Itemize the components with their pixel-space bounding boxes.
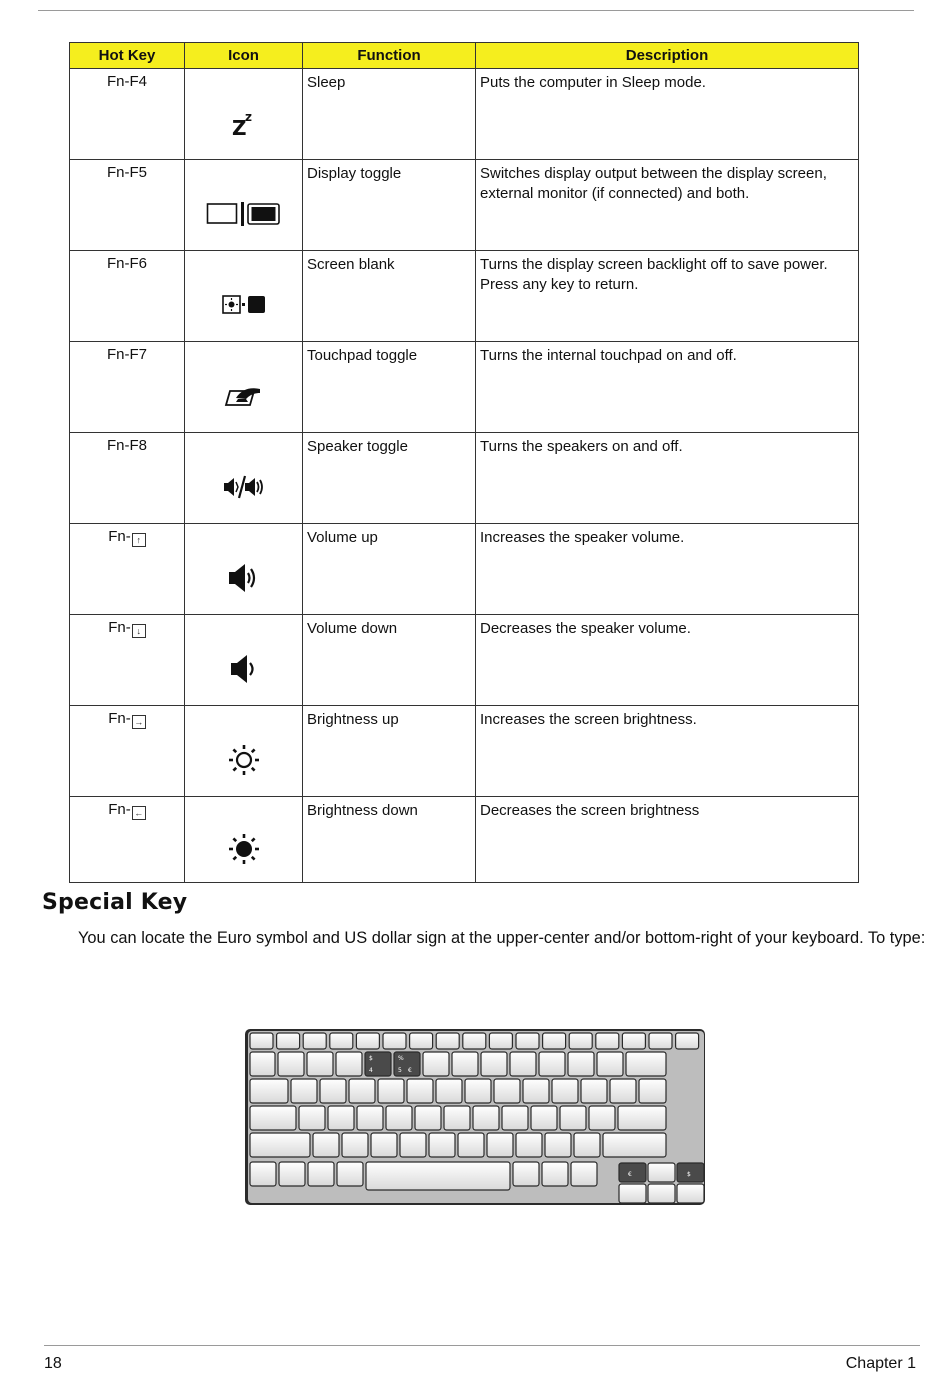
table-row	[70, 251, 859, 342]
hotkey-label: Fn-F5	[106, 164, 147, 181]
keyboard-key	[543, 1033, 566, 1049]
description-cell	[476, 251, 859, 342]
icon-cell	[185, 706, 303, 797]
keyboard-key	[481, 1052, 507, 1076]
svg-text:z: z	[244, 110, 252, 124]
description-text: Turns the display screen backlight off to save power. Press any key to return.	[480, 256, 828, 293]
hotkey-label: Fn-F8	[106, 437, 147, 454]
keyboard-key	[383, 1033, 406, 1049]
keyboard-key	[423, 1052, 449, 1076]
keyboard-key	[513, 1162, 539, 1186]
keyboard-key	[366, 1162, 510, 1190]
description-cell	[476, 524, 859, 615]
speaker-toggle-icon	[223, 474, 265, 500]
icon-cell	[185, 69, 303, 160]
description-cell	[476, 615, 859, 706]
keyboard-key-label-dollar: $	[369, 1055, 373, 1062]
volume-up-icon	[227, 561, 261, 595]
table-header-row	[70, 43, 859, 69]
keyboard-key-label-euro: €	[408, 1067, 412, 1074]
keyboard-key	[291, 1079, 317, 1103]
sleep-icon	[229, 108, 259, 138]
function-label: Volume down	[307, 620, 398, 637]
function-label: Volume up	[307, 529, 378, 546]
keyboard-key	[676, 1033, 699, 1049]
keyboard-key	[303, 1033, 326, 1049]
arrow-down-key-icon: ↓	[132, 624, 146, 638]
icon-cell	[185, 251, 303, 342]
description-text: Switches display output between the display screen, external monitor (if connected) and both.	[480, 165, 827, 202]
keyboard-key	[357, 1106, 383, 1130]
icon-cell	[185, 433, 303, 524]
function-label: Speaker toggle	[307, 438, 408, 455]
keyboard-key	[330, 1033, 353, 1049]
keyboard-key	[649, 1033, 672, 1049]
keyboard-key	[639, 1079, 666, 1103]
keyboard-key	[250, 1033, 273, 1049]
function-cell	[303, 615, 476, 706]
keyboard-key	[597, 1052, 623, 1076]
function-cell	[303, 342, 476, 433]
keyboard-key	[277, 1033, 300, 1049]
description-cell	[476, 160, 859, 251]
keyboard-key	[463, 1033, 486, 1049]
hotkey-cell	[70, 69, 185, 160]
keyboard-key	[510, 1052, 536, 1076]
brightness-up-icon	[227, 743, 261, 777]
keyboard-key	[429, 1133, 455, 1157]
description-text: Puts the computer in Sleep mode.	[480, 74, 706, 91]
header-function: Function	[303, 43, 476, 69]
keyboard-key	[313, 1133, 339, 1157]
function-cell	[303, 251, 476, 342]
hotkey-label: Fn-	[108, 710, 131, 727]
description-text: Turns the internal touchpad on and off.	[480, 347, 737, 364]
keyboard-key	[250, 1162, 276, 1186]
keyboard-key	[452, 1052, 478, 1076]
keyboard-key	[250, 1079, 288, 1103]
function-cell	[303, 69, 476, 160]
keyboard-key	[648, 1184, 675, 1203]
keyboard-key	[568, 1052, 594, 1076]
description-text: Decreases the speaker volume.	[480, 620, 691, 637]
keyboard-key	[299, 1106, 325, 1130]
keyboard-key	[502, 1106, 528, 1130]
keyboard-key-label-euro-bottom: €	[628, 1171, 632, 1178]
description-text: Increases the screen brightness.	[480, 711, 697, 728]
chapter-label: Chapter 1	[845, 1355, 916, 1372]
keyboard-key	[581, 1079, 607, 1103]
table-row	[70, 524, 859, 615]
keyboard-key-label-dollar-bottom: $	[687, 1171, 691, 1178]
description-cell	[476, 69, 859, 160]
table-row	[70, 797, 859, 883]
keyboard-key	[574, 1133, 600, 1157]
section-body: You can locate the Euro symbol and US dollar sign at the upper-center and/or bottom-right of your keyboard. To type:	[78, 929, 926, 947]
description-text: Increases the speaker volume.	[480, 529, 685, 546]
arrow-right-key-icon: →	[132, 715, 146, 729]
header-description: Description	[476, 43, 859, 69]
keyboard-key	[320, 1079, 346, 1103]
description-cell	[476, 706, 859, 797]
keyboard-key	[571, 1162, 597, 1186]
keyboard-key	[531, 1106, 557, 1130]
hotkey-table	[69, 42, 859, 883]
keyboard-key	[545, 1133, 571, 1157]
description-cell	[476, 433, 859, 524]
function-label: Display toggle	[307, 165, 402, 182]
keyboard-key	[378, 1079, 404, 1103]
hotkey-cell	[70, 615, 185, 706]
hotkey-cell	[70, 251, 185, 342]
keyboard-key	[415, 1106, 441, 1130]
page-number: 18	[44, 1355, 62, 1372]
icon-cell	[185, 615, 303, 706]
header-icon: Icon	[185, 43, 303, 69]
keyboard-key	[542, 1162, 568, 1186]
function-cell	[303, 706, 476, 797]
header-hotkey: Hot Key	[70, 43, 185, 69]
keyboard-key	[494, 1079, 520, 1103]
hotkey-cell	[70, 797, 185, 883]
function-label: Brightness up	[307, 711, 399, 728]
footer-divider	[44, 1345, 920, 1346]
description-cell	[476, 797, 859, 883]
table-row	[70, 342, 859, 433]
keyboard-key	[307, 1052, 333, 1076]
table-row	[70, 69, 859, 160]
hotkey-label: Fn-F6	[106, 255, 147, 272]
table-row	[70, 160, 859, 251]
function-cell	[303, 524, 476, 615]
keyboard-key	[626, 1052, 666, 1076]
keyboard-key	[308, 1162, 334, 1186]
function-label: Sleep	[307, 74, 346, 91]
function-cell	[303, 433, 476, 524]
keyboard-key	[444, 1106, 470, 1130]
keyboard-key	[465, 1079, 491, 1103]
icon-cell	[185, 524, 303, 615]
keyboard-key	[487, 1133, 513, 1157]
function-label: Brightness down	[307, 802, 418, 819]
keyboard-key	[539, 1052, 565, 1076]
keyboard-key	[400, 1133, 426, 1157]
function-label: Touchpad toggle	[307, 347, 418, 364]
keyboard-key	[336, 1052, 362, 1076]
keyboard-key	[250, 1052, 275, 1076]
keyboard-key-highlighted	[619, 1163, 646, 1182]
hotkey-label: Fn-	[108, 619, 131, 636]
keyboard-key	[618, 1106, 666, 1130]
section-heading: Special Key	[42, 890, 188, 915]
keyboard-illustration	[244, 1026, 708, 1208]
hotkey-cell	[70, 524, 185, 615]
keyboard-key	[648, 1163, 675, 1182]
function-cell	[303, 160, 476, 251]
keyboard-key	[349, 1079, 375, 1103]
table-row	[70, 706, 859, 797]
keyboard-key	[250, 1133, 310, 1157]
keyboard-key	[337, 1162, 363, 1186]
keyboard-key	[560, 1106, 586, 1130]
icon-cell	[185, 160, 303, 251]
hotkey-label: Fn-	[108, 528, 131, 545]
hotkey-label: Fn-	[108, 801, 131, 818]
keyboard-key	[250, 1106, 296, 1130]
keyboard-key	[552, 1079, 578, 1103]
keyboard-key	[473, 1106, 499, 1130]
keyboard-key	[603, 1133, 666, 1157]
screen-blank-icon	[221, 294, 267, 316]
keyboard-key	[371, 1133, 397, 1157]
hotkey-label: Fn-F4	[106, 73, 147, 90]
keyboard-key-label-five: 5	[398, 1067, 402, 1074]
touchpad-icon	[224, 383, 264, 409]
brightness-down-icon	[227, 832, 261, 866]
keyboard-key	[410, 1033, 433, 1049]
function-cell	[303, 797, 476, 883]
volume-down-icon	[227, 652, 261, 686]
display-toggle-icon	[206, 201, 282, 227]
hotkey-cell	[70, 342, 185, 433]
keyboard-key	[523, 1079, 549, 1103]
keyboard-key	[677, 1184, 704, 1203]
keyboard-key	[278, 1052, 304, 1076]
arrow-left-key-icon: ←	[132, 806, 146, 820]
keyboard-key	[622, 1033, 645, 1049]
keyboard-key	[342, 1133, 368, 1157]
table-row	[70, 615, 859, 706]
hotkey-label: Fn-F7	[106, 346, 147, 363]
keyboard-key	[516, 1133, 542, 1157]
keyboard-key	[436, 1079, 462, 1103]
keyboard-key	[619, 1184, 646, 1203]
keyboard-key-label-four: 4	[369, 1067, 373, 1074]
keyboard-key	[516, 1033, 539, 1049]
keyboard-key	[610, 1079, 636, 1103]
keyboard-key	[328, 1106, 354, 1130]
description-text: Turns the speakers on and off.	[480, 438, 683, 455]
keyboard-key	[407, 1079, 433, 1103]
function-label: Screen blank	[307, 256, 395, 273]
keyboard-key	[436, 1033, 459, 1049]
keyboard-key	[589, 1106, 615, 1130]
icon-cell	[185, 797, 303, 883]
keyboard-key	[569, 1033, 592, 1049]
icon-cell	[185, 342, 303, 433]
top-divider	[38, 10, 914, 11]
description-text: Decreases the screen brightness	[480, 802, 700, 819]
keyboard-key-label-percent: %	[398, 1055, 404, 1062]
svg-text:Z: Z	[231, 116, 247, 138]
table-row	[70, 433, 859, 524]
hotkey-cell	[70, 160, 185, 251]
keyboard-key	[489, 1033, 512, 1049]
hotkey-cell	[70, 433, 185, 524]
keyboard-key	[279, 1162, 305, 1186]
arrow-up-key-icon: ↑	[132, 533, 146, 547]
keyboard-key	[356, 1033, 379, 1049]
hotkey-cell	[70, 706, 185, 797]
keyboard-key	[386, 1106, 412, 1130]
keyboard-key	[596, 1033, 619, 1049]
keyboard-key	[458, 1133, 484, 1157]
description-cell	[476, 342, 859, 433]
